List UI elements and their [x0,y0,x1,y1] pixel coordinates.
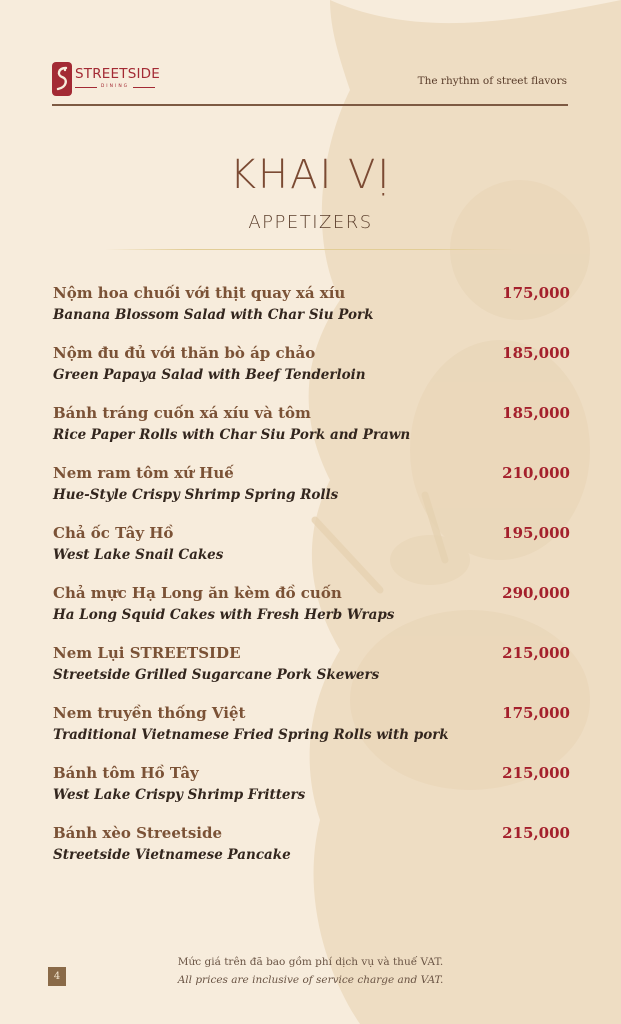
menu-item [53,703,570,763]
menu-item [53,283,570,343]
item-name: Nộm đu đủ với thăn bò áp chảo [53,344,316,362]
menu-item [53,763,570,823]
item-price: 175,000 [502,704,570,722]
item-price: 290,000 [502,584,570,602]
item-name: Nem Lụi STREETSIDE [53,644,241,662]
item-description: Streetside Vietnamese Pancake [53,847,291,863]
item-name: Nem ram tôm xứ Huế [53,464,234,482]
item-name: Bánh xèo Streetside [53,824,222,842]
item-name: Nộm hoa chuối với thịt quay xá xíu [53,284,346,302]
menu-item [53,343,570,403]
item-description: Streetside Grilled Sugarcane Pork Skewers [53,667,380,683]
item-price: 215,000 [502,644,570,662]
menu-item [53,823,570,883]
item-price: 185,000 [502,404,570,422]
item-name: Bánh tráng cuốn xá xíu và tôm [53,404,311,422]
item-description: West Lake Snail Cakes [53,547,224,563]
footer-note-vn: Mức giá trên đã bao gồm phí dịch vụ và thuế VAT. [177,956,444,968]
brand-name: STREETSIDE [75,66,160,82]
item-description: Hue-Style Crispy Shrimp Spring Rolls [53,487,339,503]
dragon-emblem-icon [52,62,72,96]
menu-item [53,643,570,703]
brand-logo [52,62,172,98]
menu-item [53,403,570,463]
tagline: The rhythm of street flavors [417,75,567,87]
title-divider [105,249,515,250]
item-description: Traditional Vietnamese Fried Spring Rolls with pork [53,727,449,743]
item-price: 185,000 [502,344,570,362]
item-price: 215,000 [502,764,570,782]
item-name: Chả ốc Tây Hồ [53,524,174,542]
item-description: Rice Paper Rolls with Char Siu Pork and Prawn [53,427,411,443]
item-description: Ha Long Squid Cakes with Fresh Herb Wraps [53,607,395,623]
menu-item [53,583,570,643]
item-price: 195,000 [502,524,570,542]
item-description: Green Papaya Salad with Beef Tenderloin [53,367,366,383]
item-name: Chả mực Hạ Long ăn kèm đồ cuốn [53,584,342,602]
page-number: 4 [48,967,66,986]
menu-item [53,523,570,583]
item-name: Bánh tôm Hồ Tây [53,764,199,782]
item-price: 210,000 [502,464,570,482]
item-description: West Lake Crispy Shrimp Fritters [53,787,306,803]
menu-item [53,463,570,523]
menu-list [53,283,570,883]
item-price: 175,000 [502,284,570,302]
item-price: 215,000 [502,824,570,842]
section-title: KHAI VỊ [229,152,392,198]
brand-subtitle: DINING [75,85,155,90]
item-description: Banana Blossom Salad with Char Siu Pork [53,307,374,323]
section-subtitle: APPETIZERS [248,212,373,233]
header-divider [52,104,568,106]
footer-note-en: All prices are inclusive of service charge and VAT. [177,974,444,986]
item-name: Nem truyền thống Việt [53,704,246,722]
